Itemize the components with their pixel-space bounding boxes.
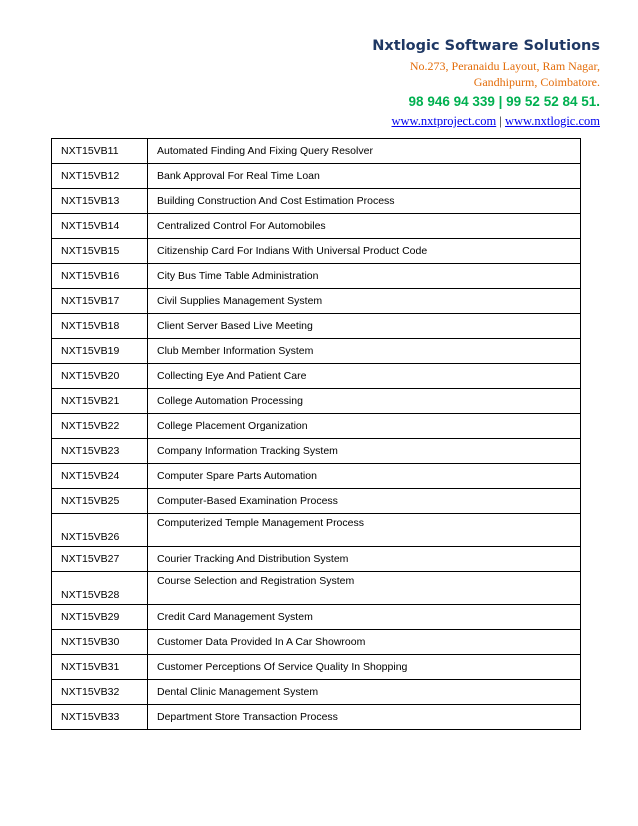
project-code: NXT15VB22 [52,414,148,439]
project-title: Club Member Information System [148,339,581,364]
project-title: City Bus Time Table Administration [148,264,581,289]
table-row [52,630,581,655]
table-row [52,139,581,164]
project-code: NXT15VB15 [52,239,148,264]
table-row [52,680,581,705]
project-code: NXT15VB14 [52,214,148,239]
project-code: NXT15VB13 [52,189,148,214]
link-separator: | [496,114,505,128]
project-code: NXT15VB24 [52,464,148,489]
table-row [52,314,581,339]
project-code: NXT15VB20 [52,364,148,389]
company-address [300,58,600,90]
table-row [52,289,581,314]
project-code: NXT15VB18 [52,314,148,339]
project-title: Computer Spare Parts Automation [148,464,581,489]
table-row [52,414,581,439]
table-row [52,605,581,630]
project-code: NXT15VB31 [52,655,148,680]
table-row [52,189,581,214]
table-row [52,264,581,289]
project-code: NXT15VB26 [52,514,148,547]
project-title: Building Construction And Cost Estimation Process [148,189,581,214]
table-row [52,239,581,264]
project-code: NXT15VB30 [52,630,148,655]
table-row [52,514,581,547]
table-row [52,572,581,605]
project-title: Automated Finding And Fixing Query Resolver [148,139,581,164]
project-code: NXT15VB23 [52,439,148,464]
phone-numbers: 98 946 94 339 | 99 52 52 84 51. [408,94,600,109]
project-title: Company Information Tracking System [148,439,581,464]
project-title: College Placement Organization [148,414,581,439]
project-title: Department Store Transaction Process [148,705,581,730]
project-title: Dental Clinic Management System [148,680,581,705]
project-list-table [51,138,581,730]
project-code: NXT15VB25 [52,489,148,514]
project-title: Citizenship Card For Indians With Universal Product Code [148,239,581,264]
project-code: NXT15VB16 [52,264,148,289]
project-title: Computerized Temple Management Process [148,514,581,547]
address-line-1: No.273, Peranaidu Layout, Ram Nagar, [409,59,600,73]
project-code: NXT15VB33 [52,705,148,730]
project-title: Courier Tracking And Distribution System [148,547,581,572]
project-code: NXT15VB29 [52,605,148,630]
table-row [52,389,581,414]
project-title: Computer-Based Examination Process [148,489,581,514]
project-title: College Automation Processing [148,389,581,414]
table-row [52,339,581,364]
table-row [52,439,581,464]
project-title: Customer Perceptions Of Service Quality In Shopping [148,655,581,680]
project-code: NXT15VB32 [52,680,148,705]
nxtproject-link[interactable]: www.nxtproject.com [391,114,497,128]
website-links [300,113,600,129]
project-title: Customer Data Provided In A Car Showroom [148,630,581,655]
project-code: NXT15VB28 [52,572,148,605]
project-title: Bank Approval For Real Time Loan [148,164,581,189]
table-row [52,489,581,514]
project-code: NXT15VB11 [52,139,148,164]
project-title: Centralized Control For Automobiles [148,214,581,239]
project-title: Civil Supplies Management System [148,289,581,314]
project-code: NXT15VB21 [52,389,148,414]
company-header [300,36,600,129]
table-row [52,705,581,730]
table-row [52,547,581,572]
table-row [52,364,581,389]
table-row [52,655,581,680]
table-row [52,464,581,489]
project-code: NXT15VB12 [52,164,148,189]
project-title: Client Server Based Live Meeting [148,314,581,339]
company-name: Nxtlogic Software Solutions [372,38,600,54]
project-code: NXT15VB17 [52,289,148,314]
project-title: Credit Card Management System [148,605,581,630]
project-title: Course Selection and Registration System [148,572,581,605]
project-code: NXT15VB19 [52,339,148,364]
table-row [52,214,581,239]
nxtlogic-link[interactable]: www.nxtlogic.com [504,114,600,128]
address-line-2: Gandhipurm, Coimbatore. [473,75,600,89]
project-title: Collecting Eye And Patient Care [148,364,581,389]
project-code: NXT15VB27 [52,547,148,572]
table-row [52,164,581,189]
